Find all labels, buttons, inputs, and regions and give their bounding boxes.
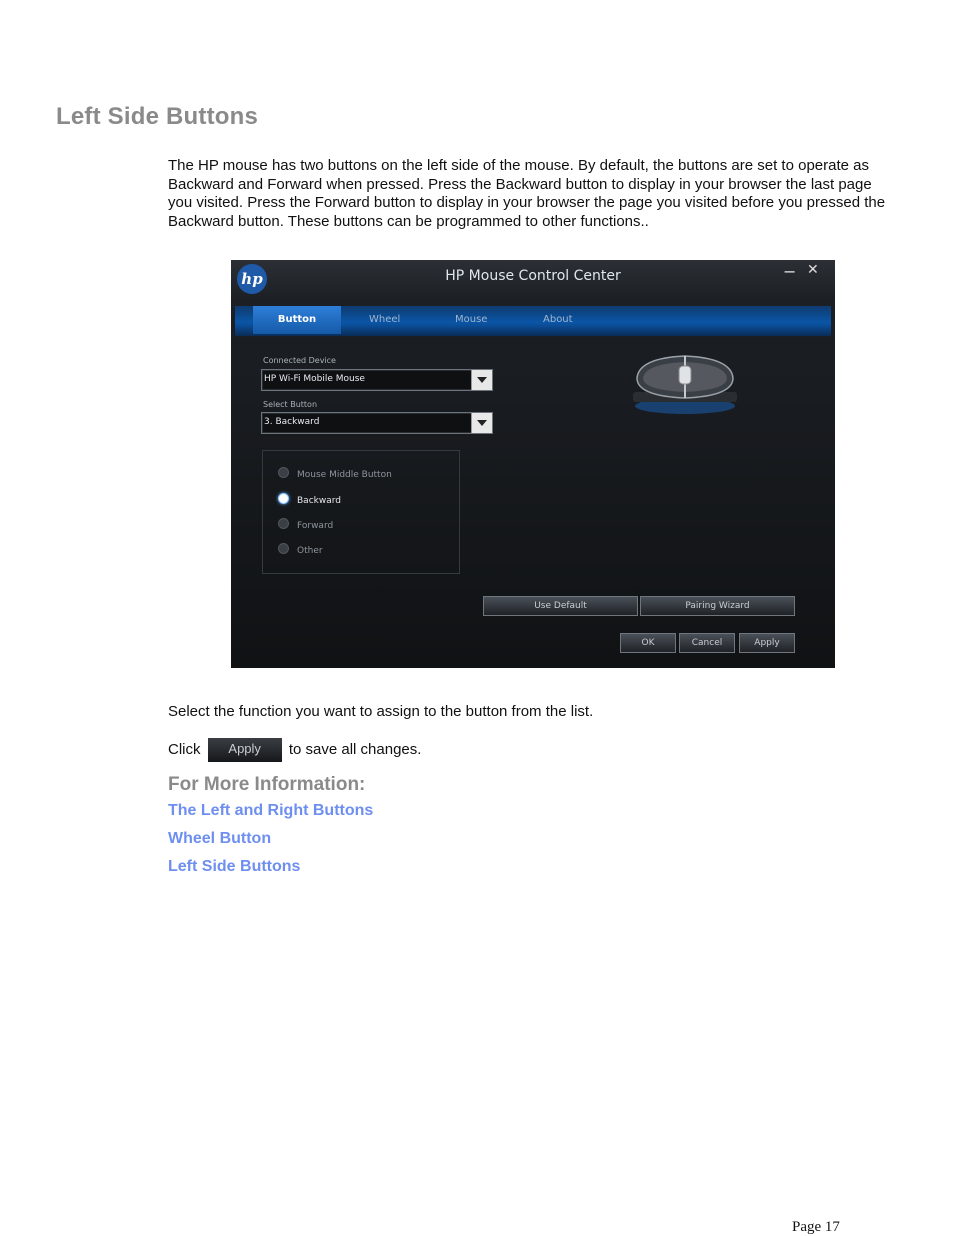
click-suffix: to save all changes. bbox=[288, 740, 422, 758]
pairing-wizard-button[interactable]: Pairing Wizard bbox=[640, 596, 795, 616]
mouse-illustration-icon bbox=[629, 348, 741, 414]
option-label: Mouse Middle Button bbox=[297, 470, 392, 480]
connected-device-dropdown[interactable] bbox=[261, 369, 493, 391]
ok-button[interactable]: OK bbox=[620, 633, 676, 653]
hp-logo-icon: hp bbox=[237, 264, 267, 294]
radio-forward[interactable] bbox=[278, 518, 333, 531]
tab-about[interactable]: About bbox=[543, 314, 573, 325]
minimize-icon[interactable]: − bbox=[783, 262, 797, 281]
app-screenshot bbox=[231, 260, 835, 668]
intro-paragraph: The HP mouse has two buttons on the left side of the mouse. By default, the buttons are set to operate as Backward and Forward when pressed. Press the Backward button to display in your browser the last page you visited. Press the Forward button to display in your browser the page you visited before you pressed the Backward button. These buttons can be programmed to other functions.. bbox=[168, 157, 886, 230]
app-title: HP Mouse Control Center bbox=[445, 268, 621, 284]
chevron-down-icon[interactable] bbox=[471, 413, 492, 433]
select-instruction: Select the function you want to assign to the button from the list. bbox=[168, 703, 594, 720]
tab-wheel[interactable]: Wheel bbox=[369, 314, 401, 325]
radio-icon bbox=[278, 543, 289, 554]
select-button-label: Select Button bbox=[263, 400, 318, 409]
chevron-down-icon[interactable] bbox=[471, 370, 492, 390]
click-instruction bbox=[168, 738, 421, 762]
use-default-button[interactable]: Use Default bbox=[483, 596, 638, 616]
radio-other[interactable] bbox=[278, 543, 323, 556]
click-prefix: Click bbox=[168, 740, 201, 758]
cancel-button[interactable]: Cancel bbox=[679, 633, 735, 653]
connected-device-label: Connected Device bbox=[263, 356, 336, 365]
link-wheel-button[interactable]: Wheel Button bbox=[168, 830, 272, 847]
tab-mouse[interactable]: Mouse bbox=[455, 314, 488, 325]
close-icon[interactable]: ✕ bbox=[807, 262, 819, 278]
radio-backward[interactable] bbox=[278, 493, 341, 506]
more-info-heading: For More Information: bbox=[168, 774, 366, 795]
select-button-dropdown[interactable] bbox=[261, 412, 493, 434]
apply-button-image: Apply bbox=[208, 738, 282, 762]
option-label: Other bbox=[297, 546, 323, 556]
radio-icon bbox=[278, 467, 289, 478]
title-bar bbox=[231, 260, 835, 300]
function-options bbox=[262, 450, 460, 574]
radio-icon bbox=[278, 518, 289, 529]
option-label: Backward bbox=[297, 496, 341, 506]
tab-bar bbox=[235, 306, 831, 336]
link-left-right-buttons[interactable]: The Left and Right Buttons bbox=[168, 802, 374, 819]
option-label: Forward bbox=[297, 521, 334, 531]
connected-device-value: HP Wi-Fi Mobile Mouse bbox=[264, 374, 365, 384]
select-button-value: 3. Backward bbox=[264, 417, 320, 427]
apply-button[interactable]: Apply bbox=[739, 633, 795, 653]
page-number: Page 17 bbox=[792, 1219, 840, 1235]
radio-selected-icon bbox=[278, 493, 289, 504]
radio-mouse-middle-button[interactable] bbox=[278, 467, 392, 480]
link-left-side-buttons[interactable]: Left Side Buttons bbox=[168, 858, 301, 875]
tab-button[interactable]: Button bbox=[253, 306, 341, 334]
page-heading: Left Side Buttons bbox=[56, 103, 259, 130]
